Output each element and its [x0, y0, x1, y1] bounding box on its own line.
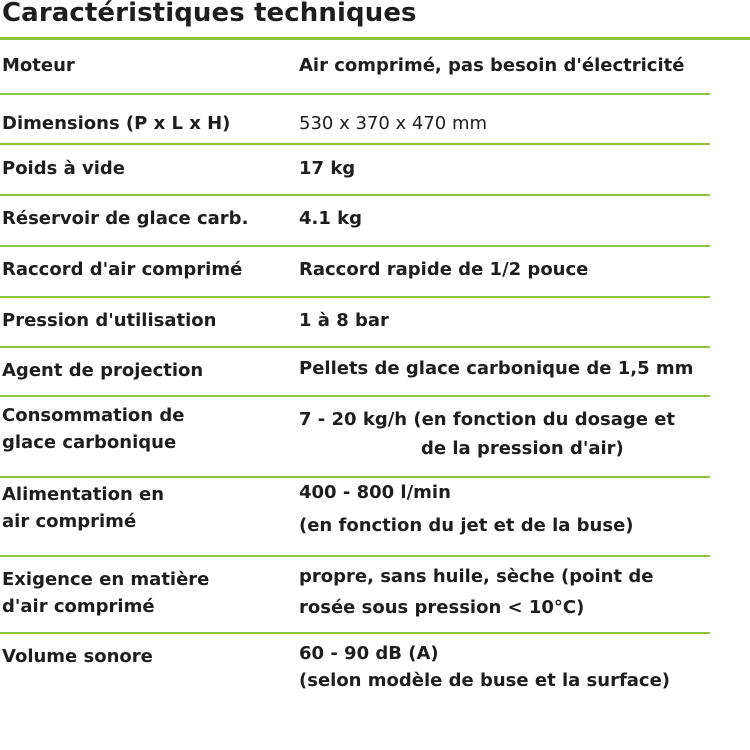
spec-label: Exigence en matière d'air comprimé: [2, 569, 210, 617]
spec-value: 530 x 370 x 470 mm: [299, 113, 488, 134]
spec-label: Dimensions (P x L x H): [2, 113, 231, 134]
row-divider: [0, 555, 710, 557]
spec-label: Poids à vide: [2, 158, 126, 179]
row-divider: [0, 476, 710, 478]
page-title: Caractéristiques techniques: [2, 0, 417, 28]
spec-label: Moteur: [2, 55, 75, 76]
row-divider: [0, 143, 710, 145]
spec-value: 7 - 20 kg/h (en fonction du dosage et de la pression d'air): [299, 409, 676, 459]
spec-label: Volume sonore: [2, 646, 153, 667]
spec-label: Raccord d'air comprimé: [2, 259, 243, 280]
title-divider: [0, 37, 750, 40]
spec-label: Agent de projection: [2, 360, 204, 381]
row-divider: [0, 296, 710, 298]
row-divider: [0, 395, 710, 397]
spec-value: 17 kg: [299, 158, 356, 179]
row-divider: [0, 194, 710, 196]
row-divider: [0, 93, 710, 95]
spec-value: 1 à 8 bar: [299, 310, 389, 331]
spec-value: propre, sans huile, sèche (point de rosée sous pression < 10°C): [299, 566, 654, 618]
row-divider: [0, 632, 710, 634]
spec-value: 60 - 90 dB (A) (selon modèle de buse et la surface): [299, 643, 671, 691]
spec-value: Pellets de glace carbonique de 1,5 mm: [299, 358, 694, 379]
spec-value: 400 - 800 l/min (en fonction du jet et de la buse): [299, 482, 634, 536]
row-divider: [0, 346, 710, 348]
spec-label: Pression d'utilisation: [2, 310, 217, 331]
row-divider: [0, 245, 710, 247]
spec-value: Raccord rapide de 1/2 pouce: [299, 259, 589, 280]
spec-label: Alimentation en air comprimé: [2, 484, 165, 532]
spec-label: Consommation de glace carbonique: [2, 405, 185, 453]
spec-label: Réservoir de glace carb.: [2, 208, 249, 229]
spec-value: 4.1 kg: [299, 208, 363, 229]
spec-value: Air comprimé, pas besoin d'électricité: [299, 55, 685, 76]
